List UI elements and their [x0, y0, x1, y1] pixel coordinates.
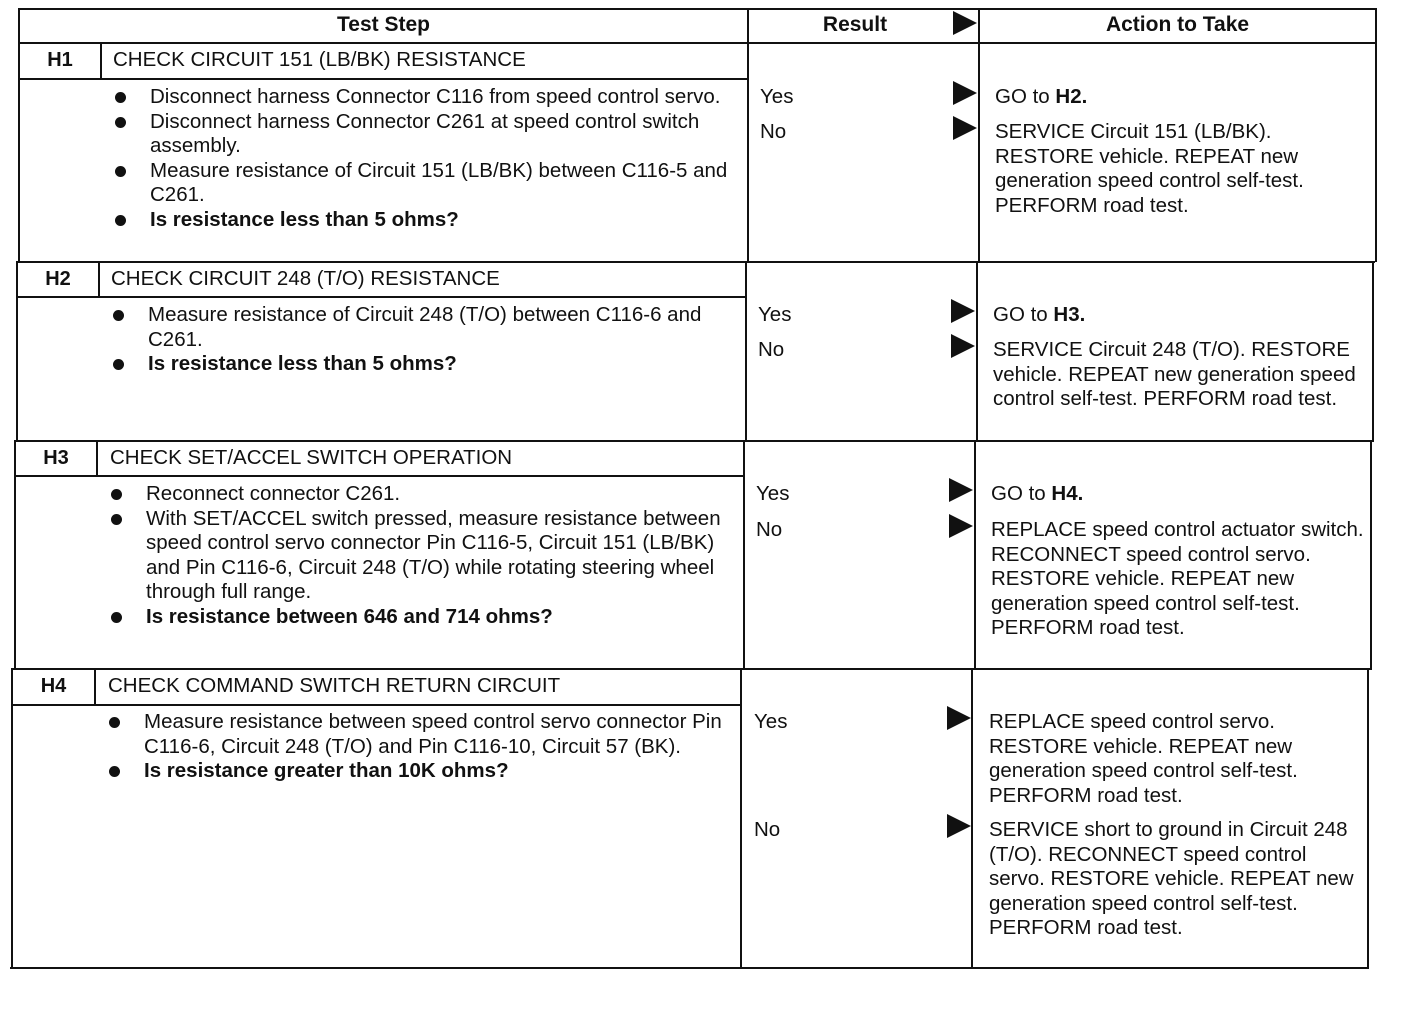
step-question: Is resistance less than 5 ohms? [112, 208, 732, 233]
action-yes: REPLACE speed control servo. RESTORE vehicle. REPEAT new generation speed control self-test. PERFORM road test. [989, 710, 1298, 807]
step-instructions [110, 303, 730, 377]
result-no: No [758, 338, 785, 361]
action-no: SERVICE Circuit 151 (LB/BK). RESTORE vehicle. REPEAT new generation speed control self-test. PERFORM road test. [995, 120, 1304, 217]
list-item: Disconnect harness Connector C261 at speed control switch assembly. [112, 110, 732, 159]
header-action: Action to Take [1105, 13, 1250, 36]
arrow-right-icon [953, 116, 977, 140]
arrow-right-icon [951, 299, 975, 323]
arrow-right-icon [951, 334, 975, 358]
bullet-icon [115, 166, 126, 177]
result-yes: Yes [754, 710, 788, 733]
list-item: Disconnect harness Connector C116 from speed control servo. [112, 85, 732, 110]
step-id: H2 [45, 268, 71, 290]
step-id: H1 [47, 49, 73, 71]
bullet-icon [111, 514, 122, 525]
action-no: REPLACE speed control actuator switch. RECONNECT speed control servo. RESTORE vehicle. REPEAT new generation speed control self-test. PERFORM road test. [991, 518, 1364, 639]
result-yes: Yes [756, 482, 790, 505]
action-yes: GO to H2. [995, 85, 1088, 108]
step-question: Is resistance less than 5 ohms? [110, 352, 730, 377]
step-question: Is resistance greater than 10K ohms? [106, 759, 724, 784]
step-title: CHECK COMMAND SWITCH RETURN CIRCUIT [108, 674, 561, 697]
bullet-icon [113, 359, 124, 370]
step-title: CHECK CIRCUIT 248 (T/O) RESISTANCE [111, 267, 500, 290]
result-yes: Yes [758, 303, 792, 326]
action-no: SERVICE Circuit 248 (T/O). RESTORE vehicle. REPEAT new generation speed control self-test. PERFORM road test. [993, 338, 1356, 410]
bullet-icon [115, 117, 126, 128]
step-instructions [112, 85, 732, 232]
step-id: H4 [40, 675, 67, 697]
step-question: Is resistance between 646 and 714 ohms? [108, 605, 726, 630]
bullet-icon [109, 766, 120, 777]
arrow-right-icon [947, 706, 971, 730]
table-border-right [1375, 8, 1377, 262]
header-test-step: Test Step [337, 13, 430, 36]
result-no: No [760, 120, 787, 143]
list-item: Reconnect connector C261. [108, 482, 726, 507]
bullet-icon [111, 612, 122, 623]
bullet-icon [109, 717, 120, 728]
table-border-bottom [10, 967, 1368, 969]
arrow-right-icon [949, 514, 973, 538]
bullet-icon [113, 310, 124, 321]
step-id: H3 [43, 447, 69, 469]
list-item: With SET/ACCEL switch pressed, measure resistance between speed control servo connector Pin C116-5, Circuit 151 (LB/BK) and Pin C116-6, Circuit 248 (T/O) while rotating steering wheel through full range. [108, 507, 726, 605]
step-title: CHECK SET/ACCEL SWITCH OPERATION [110, 446, 513, 469]
bullet-icon [111, 489, 122, 500]
list-item: Measure resistance between speed control servo connector Pin C116-6, Circuit 248 (T/O) and Pin C116-10, Circuit 57 (BK). [106, 710, 724, 759]
result-yes: Yes [760, 85, 794, 108]
arrow-right-icon [953, 11, 977, 35]
arrow-right-icon [947, 814, 971, 838]
list-item: Measure resistance of Circuit 151 (LB/BK) between C116-5 and C261. [112, 159, 732, 208]
arrow-right-icon [953, 81, 977, 105]
list-item: Measure resistance of Circuit 248 (T/O) between C116-6 and C261. [110, 303, 730, 352]
result-column-left [747, 8, 749, 262]
bullet-icon [115, 92, 126, 103]
action-no: SERVICE short to ground in Circuit 248 (T/O). RECONNECT speed control servo. RESTORE vehicle. REPEAT new generation speed control self-test. PERFORM road test. [989, 818, 1354, 939]
step-instructions [106, 710, 724, 784]
action-column-left [978, 8, 980, 262]
header-result: Result [822, 13, 888, 36]
bullet-icon [115, 215, 126, 226]
arrow-right-icon [949, 478, 973, 502]
step-instructions [108, 482, 726, 629]
action-yes: GO to H4. [991, 482, 1084, 505]
action-yes: GO to H3. [993, 303, 1086, 326]
result-no: No [754, 818, 781, 841]
step-title: CHECK CIRCUIT 151 (LB/BK) RESISTANCE [113, 48, 526, 71]
result-no: No [756, 518, 783, 541]
